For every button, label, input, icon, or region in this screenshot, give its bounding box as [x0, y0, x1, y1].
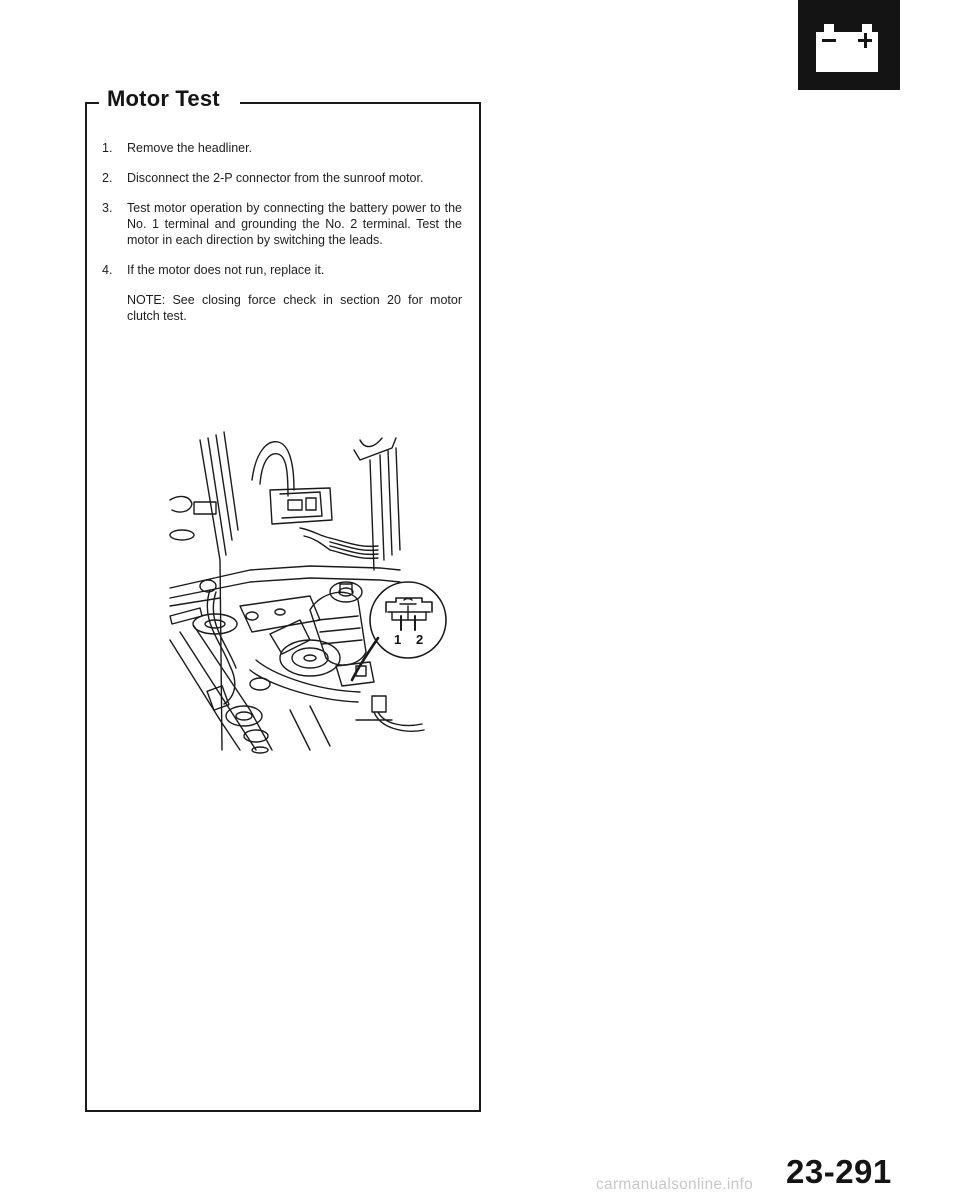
step-item	[96, 262, 462, 278]
step-number: 4.	[102, 263, 113, 277]
terminal-2-label: 2	[416, 632, 424, 647]
watermark: carmanualsonline.info	[596, 1176, 754, 1193]
step-item	[96, 170, 462, 186]
frame-divider	[240, 102, 479, 104]
minus-icon	[822, 39, 836, 42]
terminal-1-label: 1	[394, 632, 402, 647]
step-text: Remove the headliner.	[127, 141, 253, 155]
step-number: 1.	[102, 141, 113, 155]
battery-icon	[798, 0, 900, 90]
step-text: Disconnect the 2-P connector from the sunroof motor.	[127, 171, 424, 185]
note-text: NOTE: See closing force check in section 20 for motor clutch test.	[127, 293, 462, 323]
sunroof-motor-illustration	[160, 420, 460, 760]
page-number: 23-291	[786, 1153, 892, 1190]
step-number: 2.	[102, 171, 113, 185]
frame-divider	[85, 102, 99, 104]
step-text: If the motor does not run, replace it.	[127, 263, 325, 277]
step-item	[96, 200, 462, 248]
section-title: Motor Test	[107, 86, 220, 111]
step-item	[96, 140, 462, 156]
procedure-steps	[96, 140, 462, 324]
step-number: 3.	[102, 201, 113, 215]
step-text: Test motor operation by connecting the battery power to the No. 1 terminal and grounding the No. 2 terminal. Test the motor in each direction by switching the leads.	[127, 201, 462, 247]
